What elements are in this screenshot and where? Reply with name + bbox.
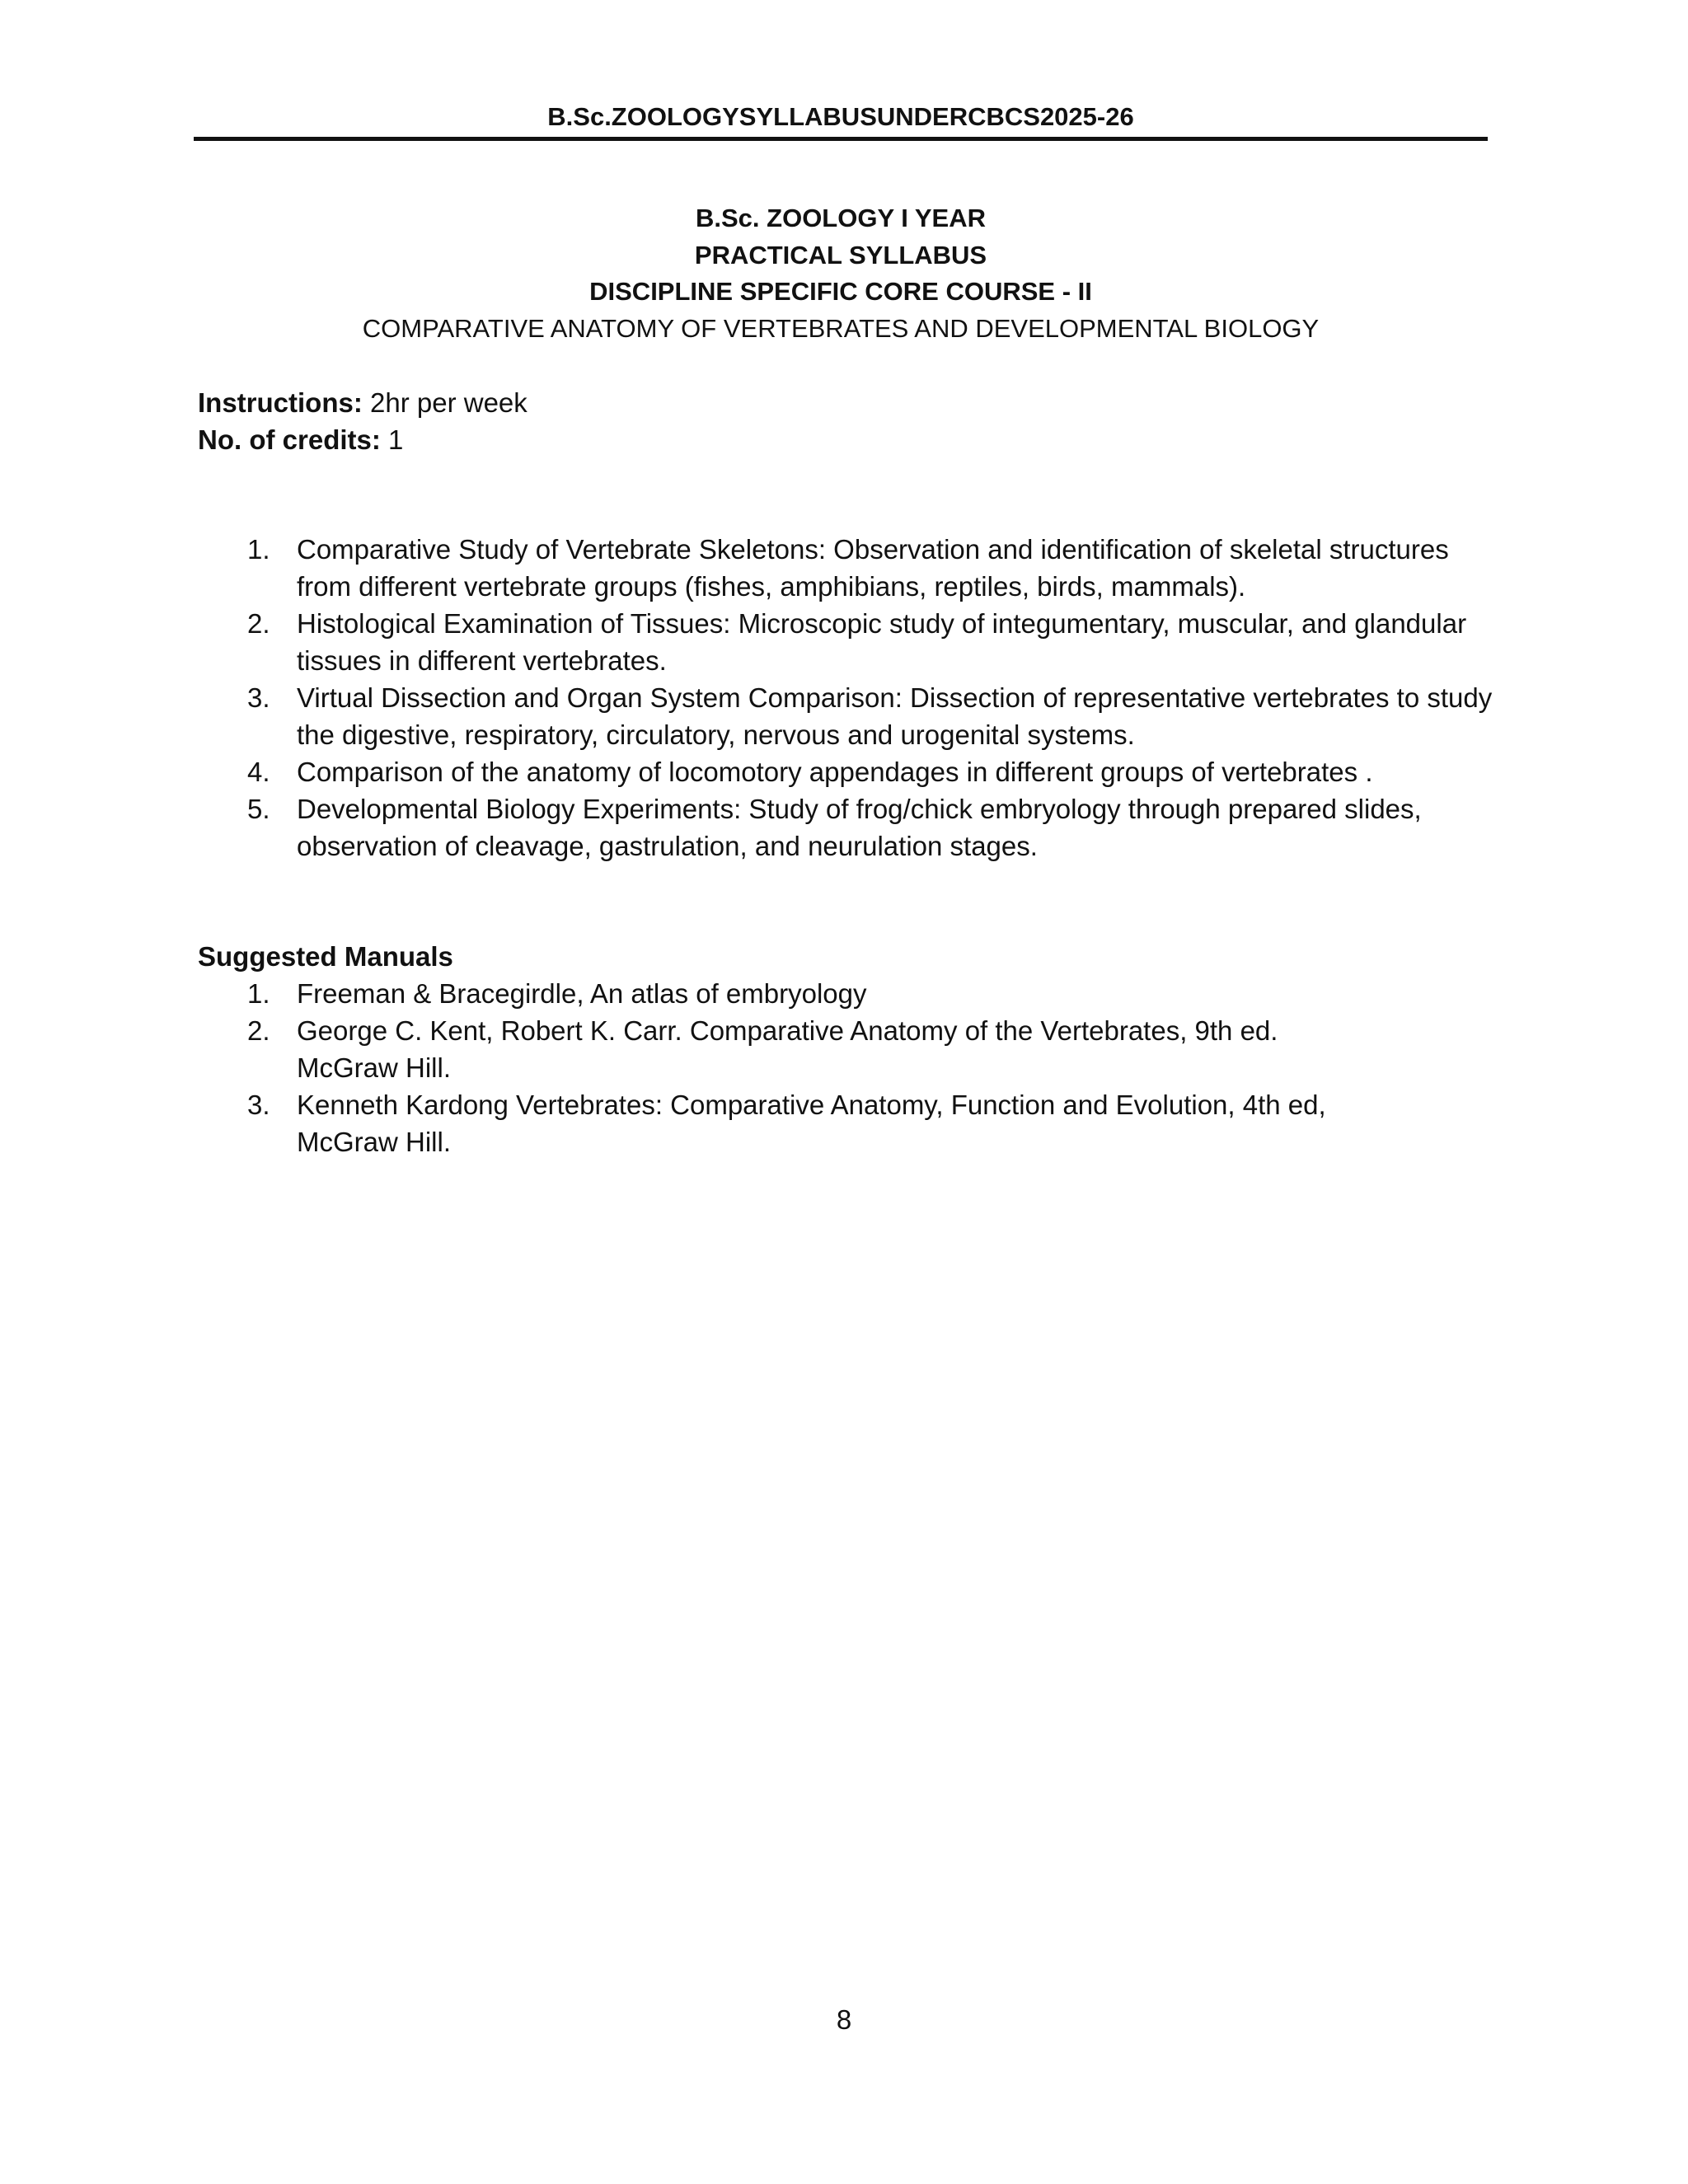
manual-item <box>198 1086 1500 1160</box>
page-number: 8 <box>836 2004 852 2035</box>
manuals-heading: Suggested Manuals <box>198 941 453 972</box>
practical-item <box>198 605 1500 679</box>
practical-number: 5. <box>247 794 270 824</box>
manual-item <box>198 1012 1500 1086</box>
credits-line <box>198 421 528 458</box>
course-name-title: COMPARATIVE ANATOMY OF VERTEBRATES AND DEVELOPMENTAL BIOLOGY <box>362 313 1320 343</box>
practical-item <box>198 753 1500 790</box>
practical-item <box>198 531 1500 605</box>
practical-text: Developmental Biology Experiments: Study of frog/chick embryology through prepared slides, observation of cleavage, gastrulation, and neurulation stages. <box>297 794 1422 861</box>
practical-number: 1. <box>247 534 270 565</box>
syllabus-type-title: PRACTICAL SYLLABUS <box>694 240 987 269</box>
header-rule <box>194 137 1488 141</box>
practical-text: Comparative Study of Vertebrate Skeletons: Observation and identification of skeletal structures from different vertebrate groups (fishes, amphibians, reptiles, birds, mammals). <box>297 534 1449 602</box>
practical-number: 2. <box>247 608 270 639</box>
instructions-label: Instructions: <box>198 387 363 418</box>
credits-value: 1 <box>380 424 404 455</box>
practical-number: 4. <box>247 757 270 787</box>
course-year-title: B.Sc. ZOOLOGY I YEAR <box>696 204 986 232</box>
manual-number: 3. <box>247 1090 270 1120</box>
practical-item <box>198 790 1500 865</box>
title-block <box>194 200 1488 347</box>
running-header: B.Sc.ZOOLOGYSYLLABUSUNDERCBCS2025-26 <box>547 102 1134 131</box>
instructions-value: 2hr per week <box>362 387 528 418</box>
manual-line: Kenneth Kardong Vertebrates: Comparative Anatomy, Function and Evolution, 4th ed, <box>297 1090 1326 1120</box>
practical-text: Virtual Dissection and Organ System Comparison: Dissection of representative vertebrates to study the digestive, respiratory, circulatory, nervous and urogenital systems. <box>297 682 1493 750</box>
practical-text: Histological Examination of Tissues: Microscopic study of integumentary, muscular, and glandular tissues in different vertebrates. <box>297 608 1467 676</box>
manuals-list <box>198 975 1500 1160</box>
manual-line-continued: McGraw Hill. <box>297 1127 451 1157</box>
manual-number: 1. <box>247 978 270 1009</box>
manual-line: George C. Kent, Robert K. Carr. Comparative Anatomy of the Vertebrates, 9th ed. <box>297 1015 1278 1046</box>
credits-label: No. of credits: <box>198 424 381 455</box>
manual-line-continued: McGraw Hill. <box>297 1052 451 1083</box>
manual-line: Freeman & Bracegirdle, An atlas of embryology <box>297 978 867 1009</box>
course-category-title: DISCIPLINE SPECIFIC CORE COURSE - II <box>589 277 1092 306</box>
practical-text: Comparison of the anatomy of locomotory appendages in different groups of vertebrates . <box>297 757 1373 787</box>
practical-number: 3. <box>247 682 270 713</box>
practical-list <box>198 531 1500 865</box>
course-meta <box>198 384 528 458</box>
manual-item <box>198 975 1500 1012</box>
instructions-line <box>198 384 528 421</box>
practical-item <box>198 679 1500 753</box>
manual-number: 2. <box>247 1015 270 1046</box>
